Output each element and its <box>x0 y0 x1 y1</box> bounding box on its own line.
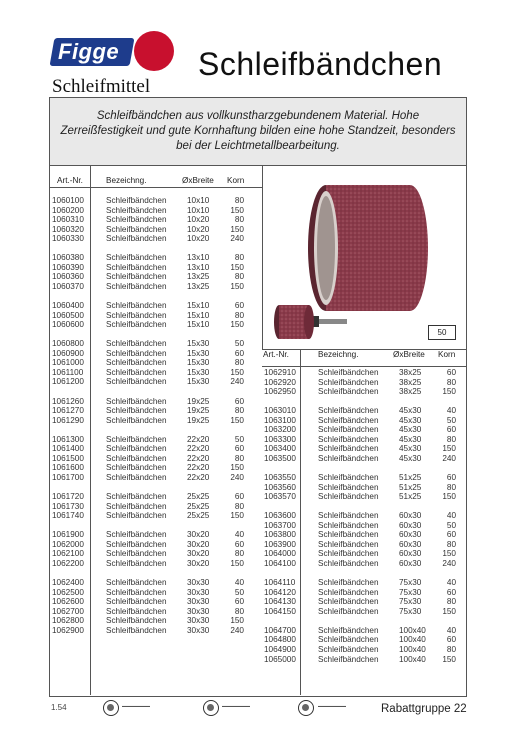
quality-seal-icon <box>103 700 119 716</box>
dim-cell: 75x30 <box>399 597 422 607</box>
art-nr-cell: 1062500 <box>52 587 84 597</box>
intro-text: Schleifbändchen aus vollkunstharzgebundenem Material. Hohe Zerreißfestigkeit und gute Kornhaftung bilden eine hohe Standzeit, besonders bei der Leichtmetallbearbeitung. <box>50 98 466 166</box>
header-korn-right: Korn <box>438 350 456 359</box>
dim-cell: 75x30 <box>399 578 422 588</box>
korn-cell: 40 <box>234 578 244 587</box>
dim-cell: 51x25 <box>399 473 422 483</box>
dim-cell: 15x30 <box>187 367 210 377</box>
right-top-rule <box>262 349 466 350</box>
dim-cell: 51x25 <box>399 482 422 492</box>
bezeichnung-cell: Schleifbändchen <box>106 463 167 473</box>
bezeichnung-cell: Schleifbändchen <box>106 597 167 607</box>
bezeichnung-cell: Schleifbändchen <box>106 377 167 387</box>
dim-cell: 30x20 <box>187 549 210 559</box>
brand-subtitle: Schleifmittel <box>52 76 151 97</box>
art-nr-cell: 1062200 <box>52 558 84 568</box>
bezeichnung-cell: Schleifbändchen <box>318 539 379 549</box>
art-nr-cell: 1061270 <box>52 406 84 416</box>
dim-cell: 10x20 <box>187 224 210 234</box>
art-nr-cell: 1060390 <box>52 262 84 272</box>
korn-cell: 240 <box>230 625 244 635</box>
dim-cell: 30x30 <box>187 597 210 607</box>
quality-seal-icon <box>203 700 219 716</box>
art-nr-cell: 1064000 <box>264 549 296 559</box>
korn-cell: 60 <box>234 396 244 406</box>
art-nr-cell: 1065000 <box>264 654 296 664</box>
art-nr-cell: 1061300 <box>52 434 84 444</box>
dim-cell: 60x30 <box>399 559 422 568</box>
bezeichnung-cell: Schleifbändchen <box>106 358 167 368</box>
bezeichnung-cell: Schleifbändchen <box>106 625 167 635</box>
bezeichnung-cell: Schleifbändchen <box>106 339 167 349</box>
korn-cell: 80 <box>234 253 244 263</box>
bezeichnung-cell: Schleifbändchen <box>106 453 167 463</box>
korn-cell: 80 <box>234 272 244 282</box>
header-artnr: Art.-Nr. <box>57 176 83 185</box>
art-nr-cell: 1064120 <box>264 587 296 597</box>
quality-seal-icon <box>298 700 314 716</box>
dim-cell: 13x10 <box>187 253 210 263</box>
seal-caption: ▬▬▬▬▬▬▬▬ <box>318 704 346 708</box>
bezeichnung-cell: Schleifbändchen <box>106 196 167 205</box>
bezeichnung-cell: Schleifbändchen <box>318 644 379 654</box>
korn-cell: 80 <box>446 377 456 387</box>
dim-cell: 45x30 <box>399 406 422 416</box>
small-band-on-mandrel-image <box>273 302 349 342</box>
bezeichnung-cell: Schleifbändchen <box>318 578 379 588</box>
korn-cell: 150 <box>230 511 244 521</box>
column-divider <box>262 166 263 349</box>
art-nr-cell: 1060200 <box>52 205 84 215</box>
bezeichnung-cell: Schleifbändchen <box>106 205 167 215</box>
art-nr-cell: 1063400 <box>264 444 296 454</box>
bezeichnung-cell: Schleifbändchen <box>106 367 167 377</box>
art-nr-cell: 1061600 <box>52 463 84 473</box>
art-nr-cell: 1061500 <box>52 453 84 463</box>
korn-cell: 150 <box>230 367 244 377</box>
art-nr-cell: 1063550 <box>264 473 296 483</box>
dim-cell: 38x25 <box>399 368 422 377</box>
korn-cell: 50 <box>446 520 456 530</box>
seal-caption: ▬▬▬▬▬▬▬▬ <box>222 704 250 708</box>
dim-cell: 45x30 <box>399 453 422 463</box>
logo-text: Figge <box>58 39 120 64</box>
bezeichnung-cell: Schleifbändchen <box>106 530 167 540</box>
art-nr-cell: 1064900 <box>264 644 296 654</box>
korn-cell: 60 <box>234 492 244 502</box>
dim-cell: 38x25 <box>399 387 422 397</box>
bezeichnung-cell: Schleifbändchen <box>106 501 167 511</box>
dim-cell: 30x30 <box>187 606 210 616</box>
art-nr-cell: 1060310 <box>52 215 84 225</box>
korn-cell: 60 <box>446 425 456 435</box>
bezeichnung-cell: Schleifbändchen <box>106 539 167 549</box>
bezeichnung-cell: Schleifbändchen <box>106 396 167 406</box>
korn-cell: 40 <box>446 578 456 588</box>
korn-cell: 150 <box>442 444 456 454</box>
bezeichnung-cell: Schleifbändchen <box>318 587 379 597</box>
korn-cell: 50 <box>446 415 456 425</box>
korn-cell: 150 <box>230 224 244 234</box>
bezeichnung-cell: Schleifbändchen <box>106 253 167 263</box>
art-nr-cell: 1062800 <box>52 616 84 626</box>
dim-cell: 13x10 <box>187 262 210 272</box>
korn-cell: 240 <box>230 234 244 244</box>
header-dim: ØxBreite <box>182 176 214 185</box>
bezeichnung-cell: Schleifbändchen <box>106 472 167 482</box>
art-nr-cell: 1063570 <box>264 492 296 502</box>
art-nr-cell: 1060900 <box>52 348 84 358</box>
korn-cell: 80 <box>234 215 244 225</box>
dim-cell: 38x25 <box>399 377 422 387</box>
bezeichnung-cell: Schleifbändchen <box>106 348 167 358</box>
bezeichnung-cell: Schleifbändchen <box>318 654 379 664</box>
art-nr-cell: 1064100 <box>264 559 296 568</box>
korn-cell: 240 <box>230 472 244 482</box>
art-nr-cell: 1064130 <box>264 597 296 607</box>
dim-cell: 10x20 <box>187 215 210 225</box>
art-nr-cell: 1060380 <box>52 253 84 263</box>
bezeichnung-cell: Schleifbändchen <box>106 281 167 291</box>
art-nr-cell: 1063200 <box>264 425 296 435</box>
size-badge: 50 <box>428 325 456 340</box>
dim-cell: 10x10 <box>187 196 210 205</box>
art-nr-cell: 1060600 <box>52 320 84 330</box>
bezeichnung-cell: Schleifbändchen <box>106 434 167 444</box>
art-nr-cell: 1060500 <box>52 310 84 320</box>
korn-cell: 150 <box>442 387 456 397</box>
header-korn: Korn <box>227 176 245 185</box>
dim-cell: 45x30 <box>399 434 422 444</box>
korn-cell: 80 <box>234 310 244 320</box>
bezeichnung-cell: Schleifbändchen <box>106 234 167 244</box>
bezeichnung-cell: Schleifbändchen <box>318 492 379 502</box>
bezeichnung-cell: Schleifbändchen <box>318 368 379 377</box>
korn-cell: 50 <box>234 339 244 349</box>
bezeichnung-cell: Schleifbändchen <box>106 511 167 521</box>
art-nr-cell: 1062100 <box>52 549 84 559</box>
bezeichnung-cell: Schleifbändchen <box>106 262 167 272</box>
dim-cell: 100x40 <box>399 635 426 645</box>
bezeichnung-cell: Schleifbändchen <box>318 406 379 416</box>
korn-cell: 150 <box>230 415 244 425</box>
bezeichnung-cell: Schleifbändchen <box>318 597 379 607</box>
korn-cell: 80 <box>234 453 244 463</box>
korn-cell: 240 <box>442 559 456 568</box>
dim-cell: 15x30 <box>187 339 210 349</box>
right-header-rule <box>262 366 466 367</box>
dim-cell: 30x30 <box>187 616 210 626</box>
korn-cell: 80 <box>446 644 456 654</box>
dim-cell: 60x30 <box>399 530 422 540</box>
artnr-divider <box>90 166 91 695</box>
art-nr-cell: 1060320 <box>52 224 84 234</box>
korn-cell: 40 <box>446 625 456 635</box>
page-number: 1.54 <box>51 703 67 712</box>
bezeichnung-cell: Schleifbändchen <box>318 425 379 435</box>
bezeichnung-cell: Schleifbändchen <box>106 444 167 454</box>
art-nr-cell: 1063800 <box>264 530 296 540</box>
korn-cell: 150 <box>230 558 244 568</box>
rabatt-group: Rabattgruppe 22 <box>381 703 467 715</box>
art-nr-cell: 1061100 <box>52 367 84 377</box>
dim-cell: 15x30 <box>187 348 210 358</box>
dim-cell: 10x10 <box>187 205 210 215</box>
bezeichnung-cell: Schleifbändchen <box>106 558 167 568</box>
dim-cell: 15x10 <box>187 320 210 330</box>
logo-red-circle <box>134 31 174 71</box>
art-nr-cell: 1061700 <box>52 472 84 482</box>
korn-cell: 80 <box>446 597 456 607</box>
korn-cell: 150 <box>230 320 244 330</box>
art-nr-cell: 1062910 <box>264 368 296 377</box>
large-sanding-band-image <box>302 180 434 318</box>
art-nr-cell: 1063300 <box>264 434 296 444</box>
art-nr-cell: 1061000 <box>52 358 84 368</box>
art-nr-cell: 1061730 <box>52 501 84 511</box>
dim-cell: 19x25 <box>187 396 210 406</box>
art-nr-cell: 1060330 <box>52 234 84 244</box>
dim-cell: 30x20 <box>187 539 210 549</box>
bezeichnung-cell: Schleifbändchen <box>106 310 167 320</box>
dim-cell: 25x25 <box>187 501 210 511</box>
dim-cell: 45x30 <box>399 415 422 425</box>
figge-logo <box>52 30 172 74</box>
dim-cell: 25x25 <box>187 511 210 521</box>
korn-cell: 150 <box>230 262 244 272</box>
korn-cell: 40 <box>446 406 456 416</box>
dim-cell: 51x25 <box>399 492 422 502</box>
art-nr-cell: 1064150 <box>264 606 296 616</box>
dim-cell: 22x20 <box>187 434 210 444</box>
art-nr-cell: 1060100 <box>52 196 84 205</box>
korn-cell: 60 <box>234 444 244 454</box>
dim-cell: 10x20 <box>187 234 210 244</box>
korn-cell: 80 <box>234 406 244 416</box>
art-nr-cell: 1064700 <box>264 625 296 635</box>
bezeichnung-cell: Schleifbändchen <box>106 320 167 330</box>
art-nr-cell: 1062950 <box>264 387 296 397</box>
korn-cell: 80 <box>234 196 244 205</box>
korn-cell: 150 <box>230 463 244 473</box>
dim-cell: 100x40 <box>399 654 426 664</box>
art-nr-cell: 1061740 <box>52 511 84 521</box>
korn-cell: 80 <box>234 549 244 559</box>
korn-cell: 60 <box>234 597 244 607</box>
korn-cell: 80 <box>234 358 244 368</box>
art-nr-cell: 1060370 <box>52 281 84 291</box>
dim-cell: 19x25 <box>187 406 210 416</box>
korn-cell: 60 <box>234 301 244 311</box>
dim-cell: 19x25 <box>187 415 210 425</box>
dim-cell: 25x25 <box>187 492 210 502</box>
art-nr-cell: 1063010 <box>264 406 296 416</box>
dim-cell: 100x40 <box>399 625 426 635</box>
bezeichnung-cell: Schleifbändchen <box>106 606 167 616</box>
korn-cell: 240 <box>230 377 244 387</box>
korn-cell: 60 <box>234 348 244 358</box>
bezeichnung-cell: Schleifbändchen <box>318 530 379 540</box>
korn-cell: 60 <box>446 473 456 483</box>
column-divider-lower <box>300 350 301 695</box>
dim-cell: 13x25 <box>187 272 210 282</box>
bezeichnung-cell: Schleifbändchen <box>106 301 167 311</box>
dim-cell: 15x10 <box>187 310 210 320</box>
art-nr-cell: 1062600 <box>52 597 84 607</box>
korn-cell: 60 <box>234 539 244 549</box>
bezeichnung-cell: Schleifbändchen <box>318 635 379 645</box>
bezeichnung-cell: Schleifbändchen <box>318 482 379 492</box>
dim-cell: 45x30 <box>399 444 422 454</box>
bezeichnung-cell: Schleifbändchen <box>318 549 379 559</box>
bezeichnung-cell: Schleifbändchen <box>106 224 167 234</box>
dim-cell: 13x25 <box>187 281 210 291</box>
korn-cell: 150 <box>442 492 456 502</box>
header-bezeichnung-right: Bezeichng. <box>318 350 359 359</box>
bezeichnung-cell: Schleifbändchen <box>106 549 167 559</box>
korn-cell: 50 <box>234 434 244 444</box>
art-nr-cell: 1063500 <box>264 453 296 463</box>
bezeichnung-cell: Schleifbändchen <box>318 387 379 397</box>
dim-cell: 60x30 <box>399 511 422 521</box>
korn-cell: 60 <box>446 368 456 377</box>
bezeichnung-cell: Schleifbändchen <box>318 606 379 616</box>
page-title: Schleifbändchen <box>198 46 443 82</box>
dim-cell: 75x30 <box>399 606 422 616</box>
korn-cell: 150 <box>442 654 456 664</box>
korn-cell: 150 <box>230 205 244 215</box>
dim-cell: 30x30 <box>187 625 210 635</box>
art-nr-cell: 1061400 <box>52 444 84 454</box>
bezeichnung-cell: Schleifbändchen <box>106 215 167 225</box>
art-nr-cell: 1064110 <box>264 578 296 588</box>
art-nr-cell: 1063900 <box>264 539 296 549</box>
dim-cell: 22x20 <box>187 453 210 463</box>
dim-cell: 60x30 <box>399 539 422 549</box>
korn-cell: 150 <box>442 606 456 616</box>
bezeichnung-cell: Schleifbändchen <box>106 415 167 425</box>
dim-cell: 30x20 <box>187 558 210 568</box>
bezeichnung-cell: Schleifbändchen <box>318 415 379 425</box>
korn-cell: 40 <box>446 511 456 521</box>
left-header-rule <box>49 187 263 188</box>
bezeichnung-cell: Schleifbändchen <box>318 520 379 530</box>
korn-cell: 240 <box>442 453 456 463</box>
bezeichnung-cell: Schleifbändchen <box>106 616 167 626</box>
art-nr-cell: 1061200 <box>52 377 84 387</box>
bezeichnung-cell: Schleifbändchen <box>318 453 379 463</box>
bezeichnung-cell: Schleifbändchen <box>106 587 167 597</box>
art-nr-cell: 1063700 <box>264 520 296 530</box>
dim-cell: 45x30 <box>399 425 422 435</box>
bezeichnung-cell: Schleifbändchen <box>318 511 379 521</box>
art-nr-cell: 1060400 <box>52 301 84 311</box>
dim-cell: 100x40 <box>399 644 426 654</box>
art-nr-cell: 1063100 <box>264 415 296 425</box>
art-nr-cell: 1062000 <box>52 539 84 549</box>
korn-cell: 60 <box>446 530 456 540</box>
bezeichnung-cell: Schleifbändchen <box>106 578 167 587</box>
art-nr-cell: 1064800 <box>264 635 296 645</box>
art-nr-cell: 1062700 <box>52 606 84 616</box>
korn-cell: 60 <box>446 635 456 645</box>
bezeichnung-cell: Schleifbändchen <box>106 492 167 502</box>
dim-cell: 30x30 <box>187 578 210 587</box>
dim-cell: 22x20 <box>187 444 210 454</box>
dim-cell: 30x20 <box>187 530 210 540</box>
korn-cell: 40 <box>234 530 244 540</box>
dim-cell: 60x30 <box>399 520 422 530</box>
dim-cell: 15x30 <box>187 377 210 387</box>
bezeichnung-cell: Schleifbändchen <box>318 434 379 444</box>
bezeichnung-cell: Schleifbändchen <box>318 559 379 568</box>
bezeichnung-cell: Schleifbändchen <box>318 625 379 635</box>
korn-cell: 80 <box>234 501 244 511</box>
header-artnr-right: Art.-Nr. <box>263 350 289 359</box>
bezeichnung-cell: Schleifbändchen <box>318 377 379 387</box>
dim-cell: 22x20 <box>187 472 210 482</box>
korn-cell: 80 <box>446 539 456 549</box>
art-nr-cell: 1061900 <box>52 530 84 540</box>
korn-cell: 50 <box>234 587 244 597</box>
korn-cell: 80 <box>446 482 456 492</box>
header-bezeichnung: Bezeichng. <box>106 176 147 185</box>
korn-cell: 60 <box>446 587 456 597</box>
art-nr-cell: 1062400 <box>52 578 84 587</box>
art-nr-cell: 1061720 <box>52 492 84 502</box>
seal-caption: ▬▬▬▬▬▬▬▬ <box>122 704 150 708</box>
art-nr-cell: 1061290 <box>52 415 84 425</box>
art-nr-cell: 1063600 <box>264 511 296 521</box>
art-nr-cell: 1060800 <box>52 339 84 349</box>
bezeichnung-cell: Schleifbändchen <box>318 473 379 483</box>
art-nr-cell: 1062920 <box>264 377 296 387</box>
bezeichnung-cell: Schleifbändchen <box>106 272 167 282</box>
korn-cell: 80 <box>234 606 244 616</box>
dim-cell: 15x10 <box>187 301 210 311</box>
bezeichnung-cell: Schleifbändchen <box>106 406 167 416</box>
art-nr-cell: 1061260 <box>52 396 84 406</box>
bezeichnung-cell: Schleifbändchen <box>318 444 379 454</box>
art-nr-cell: 1062900 <box>52 625 84 635</box>
korn-cell: 150 <box>230 616 244 626</box>
korn-cell: 150 <box>442 549 456 559</box>
dim-cell: 30x30 <box>187 587 210 597</box>
korn-cell: 80 <box>446 434 456 444</box>
korn-cell: 150 <box>230 281 244 291</box>
art-nr-cell: 1063560 <box>264 482 296 492</box>
dim-cell: 75x30 <box>399 587 422 597</box>
dim-cell: 22x20 <box>187 463 210 473</box>
art-nr-cell: 1060360 <box>52 272 84 282</box>
dim-cell: 15x30 <box>187 358 210 368</box>
dim-cell: 60x30 <box>399 549 422 559</box>
header-dim-right: ØxBreite <box>393 350 425 359</box>
